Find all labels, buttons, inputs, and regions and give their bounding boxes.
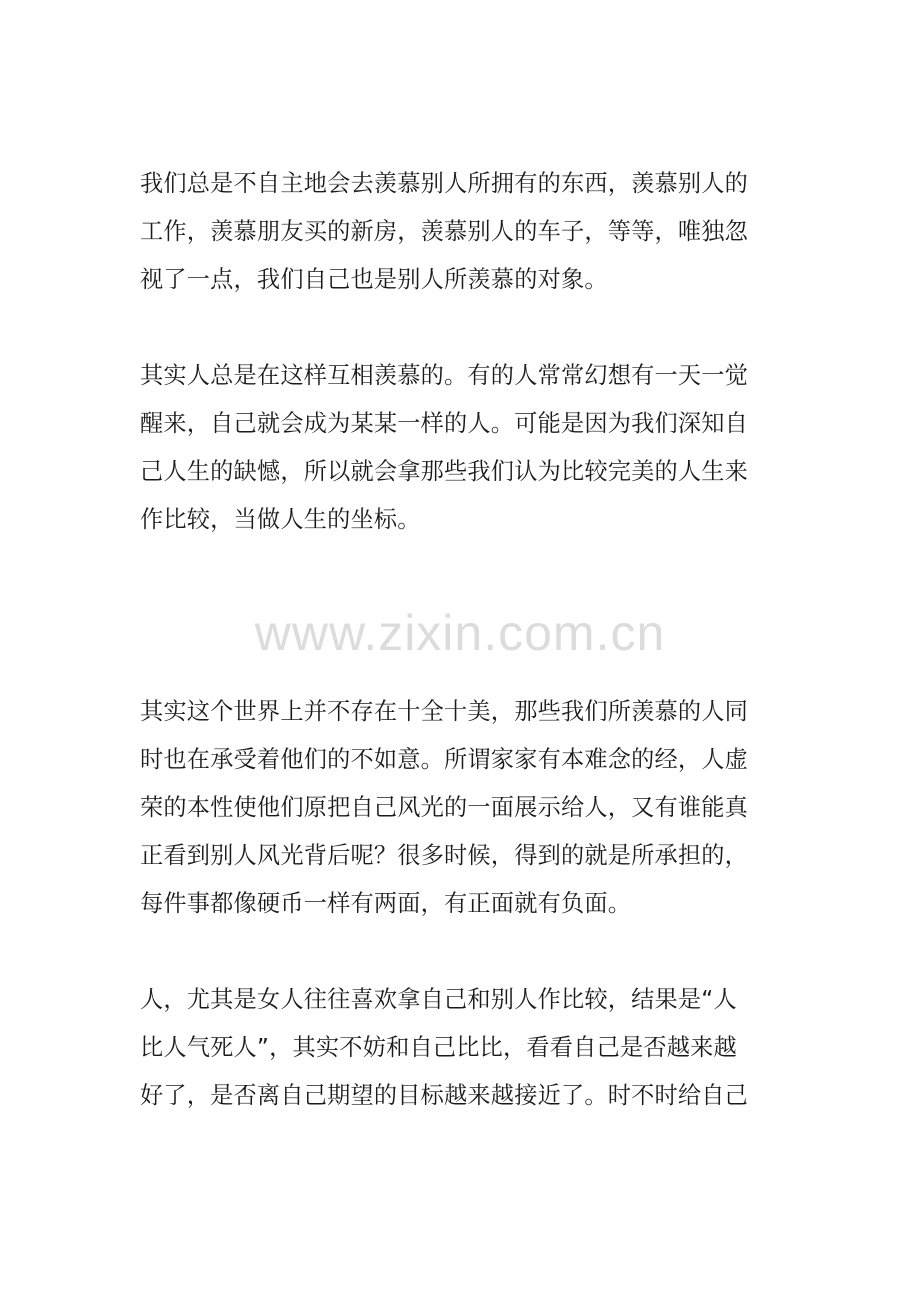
- paragraph-line: 好了，是否离自己期望的目标越来越接近了。时不时给自己: [140, 1082, 749, 1109]
- paragraph-line: 视了一点，我们自己也是别人所羡慕的对象。: [140, 266, 608, 293]
- paragraph-line: 其实这个世界上并不存在十全十美，那些我们所羡慕的人同: [140, 698, 749, 725]
- paragraph-line: 我们总是不自主地会去羡慕别人所拥有的东西，羡慕别人的: [140, 170, 749, 197]
- watermark: www.zixin.com.cn: [254, 605, 666, 661]
- paragraph-line: 工作，羡慕朋友买的新房，羡慕别人的车子，等等，唯独忽: [140, 218, 749, 245]
- paragraph-line: 正看到别人风光背后呢？很多时候，得到的就是所承担的，: [140, 842, 749, 869]
- paragraph-line: 其实人总是在这样互相羡慕的。有的人常常幻想有一天一觉: [140, 362, 749, 389]
- paragraph-1: [140, 160, 800, 304]
- paragraph-line: 比人气死人”，其实不妨和自己比比，看看自己是否越来越: [140, 1034, 737, 1061]
- paragraph-line: 人，尤其是女人往往喜欢拿自己和别人作比较，结果是“人: [140, 986, 737, 1013]
- paragraph-4: [140, 976, 800, 1120]
- paragraph-line: 每件事都像硬币一样有两面，有正面就有负面。: [140, 890, 632, 917]
- paragraph-line: 己人生的缺憾，所以就会拿那些我们认为比较完美的人生来: [140, 458, 749, 485]
- paragraph-line: 作比较，当做人生的坐标。: [140, 506, 421, 533]
- paragraph-line: 醒来，自己就会成为某某一样的人。可能是因为我们深知自: [140, 410, 749, 437]
- paragraph-2: [140, 352, 800, 544]
- paragraph-line: 荣的本性使他们原把自己风光的一面展示给人，又有谁能真: [140, 794, 749, 821]
- paragraph-3: [140, 688, 800, 928]
- paragraph-line: 时也在承受着他们的不如意。所谓家家有本难念的经，人虚: [140, 746, 749, 773]
